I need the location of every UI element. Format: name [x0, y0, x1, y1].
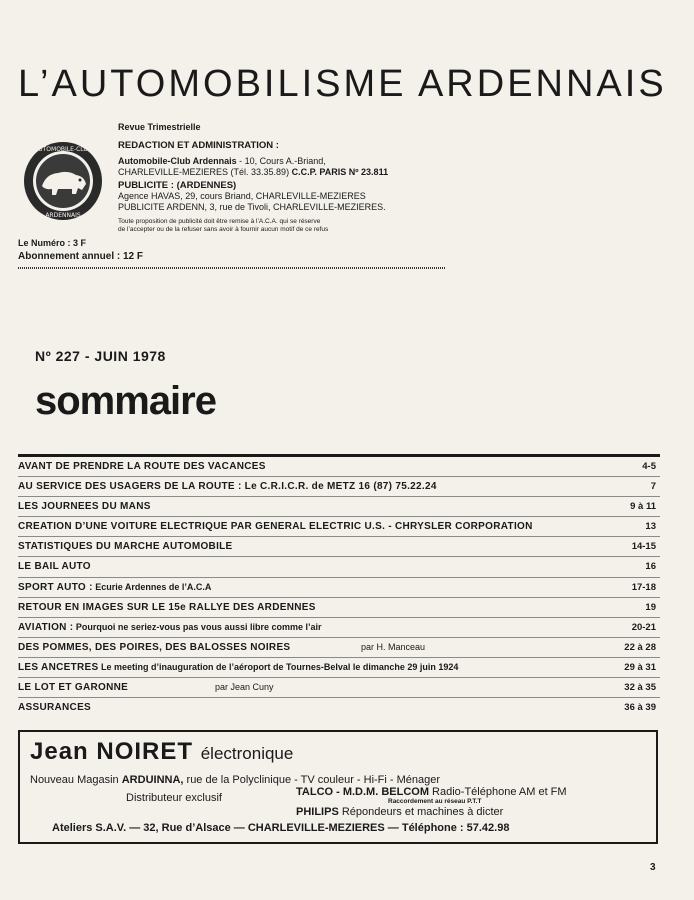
sommaire-title: sommaire — [35, 379, 216, 423]
ad-talco-rest: Radio-Téléphone AM et FM — [429, 786, 567, 798]
toc-row — [18, 557, 660, 577]
ccp: C.C.P. PARIS Nº 23.811 — [291, 167, 389, 177]
toc-row — [18, 477, 660, 497]
toc-title: RETOUR EN IMAGES SUR LE 15e RALLYE DES ARDENNES — [18, 601, 316, 613]
toc-row — [18, 537, 660, 557]
ad-talco — [296, 786, 567, 798]
publication-info — [118, 122, 448, 234]
toc-author: par Jean Cuny — [215, 682, 274, 693]
toc-title: AVIATION : — [18, 621, 74, 633]
seal-bottom-text: ARDENNAIS — [45, 212, 81, 219]
toc-row — [18, 658, 660, 678]
toc-row — [18, 638, 660, 658]
toc-title: CREATION D’UNE VOITURE ELECTRIQUE PAR GENERAL ELECTRIC U.S. - CHRYSLER CORPORATION — [18, 521, 533, 533]
ad-philips-bold: PHILIPS — [296, 806, 339, 818]
club-seal-icon — [22, 140, 104, 222]
toc-row — [18, 698, 660, 717]
toc-subtitle: Ecurie Ardennes de l’A.C.A — [92, 581, 212, 592]
ad-distributeur: Distributeur exclusif — [126, 792, 222, 804]
toc-row — [18, 497, 660, 517]
redaction-label: REDACTION ET ADMINISTRATION : — [118, 140, 279, 151]
issue-number: Nº 227 - JUIN 1978 — [35, 348, 166, 364]
toc-title: LE LOT ET GARONNE — [18, 682, 129, 694]
toc-pages: 17-18 — [631, 581, 656, 593]
ad-line-1-start: Nouveau Magasin — [30, 774, 122, 786]
ad-raccordement: Raccordement au réseau P.T.T — [388, 798, 482, 805]
club-city-line — [118, 167, 448, 178]
dotted-divider — [18, 267, 446, 269]
toc-pages: 32 à 35 — [624, 682, 656, 694]
toc-title: LES ANCETRES — [18, 661, 99, 673]
toc-pages: 20-21 — [631, 621, 656, 633]
toc-row — [18, 578, 660, 598]
ad-philips-rest: Répondeurs et machines à dicter — [338, 806, 504, 818]
notice-line-2: de l’accepter ou de la refuser sans avoir à fournir aucun motif de ce refus — [118, 226, 329, 233]
ad-line-1 — [30, 774, 440, 786]
ad-name-main: Jean NOIRET — [30, 738, 194, 765]
toc-row — [18, 678, 660, 698]
toc-pages: 9 à 11 — [630, 501, 656, 513]
ad-philips — [296, 806, 503, 818]
ad-name — [30, 738, 293, 766]
toc-row — [18, 598, 660, 618]
seal-top-text: AUTOMOBILE-CLUB — [34, 146, 92, 153]
toc-pages: 4-5 — [642, 461, 656, 472]
table-of-contents — [18, 457, 660, 717]
ad-line-1-bold: ARDUINNA, — [121, 774, 184, 786]
toc-pages: 22 à 28 — [624, 641, 656, 653]
club-address: - 10, Cours A.-Briand, — [236, 156, 326, 166]
toc-title: SPORT AUTO : — [18, 581, 93, 593]
toc-row — [18, 457, 660, 477]
club-city: CHARLEVILLE-MEZIERES (Tél. 33.35.89) — [118, 167, 290, 177]
toc-title: ASSURANCES — [18, 702, 92, 714]
ad-ateliers: Ateliers S.A.V. — 32, Rue d’Alsace — CHARLEVILLE-MEZIERES — Téléphone : 57.42.98 — [52, 822, 510, 834]
pub-line-1: Agence HAVAS, 29, cours Briand, CHARLEVILLE-MEZIERES — [118, 191, 366, 201]
toc-subtitle: Pourquoi ne seriez-vous pas vous aussi libre comme l’air — [73, 621, 322, 632]
toc-pages: 13 — [645, 521, 656, 533]
toc-pages: 7 — [650, 481, 656, 493]
toc-row — [18, 618, 660, 638]
ad-name-suffix: électronique — [200, 744, 294, 763]
club-line — [118, 156, 448, 167]
numero-price: Le Numéro : 3 F — [18, 238, 87, 248]
toc-title: AU SERVICE DES USAGERS DE LA ROUTE : Le C.R.I.C.R. de METZ 16 (87) 75.22.24 — [18, 481, 437, 493]
toc-subtitle: Le meeting d’inauguration de l’aéroport de Tournes-Belval le dimanche 29 juin 1924 — [98, 661, 459, 672]
toc-pages: 19 — [645, 601, 656, 613]
club-name: Automobile-Club Ardennais — [118, 156, 237, 166]
ad-talco-bold: TALCO - M.D.M. BELCOM — [296, 786, 429, 798]
toc-title: LE BAIL AUTO — [18, 561, 91, 573]
pub-line-2: PUBLICITE ARDENN, 3, rue de Tivoli, CHARLEVILLE-MEZIERES. — [118, 202, 386, 212]
toc-row — [18, 517, 660, 537]
ad-line-1-rest: rue de la Polyclinique - TV couleur - Hi-Fi - Ménager — [183, 774, 441, 786]
toc-pages: 29 à 31 — [624, 661, 656, 673]
page-number: 3 — [650, 862, 656, 873]
toc-title: LES JOURNEES DU MANS — [18, 501, 151, 513]
toc-pages: 36 à 39 — [624, 702, 656, 714]
toc-title: STATISTIQUES DU MARCHE AUTOMOBILE — [18, 541, 233, 553]
toc-pages: 16 — [645, 561, 656, 573]
toc-pages: 14-15 — [631, 541, 656, 553]
toc-title: AVANT DE PRENDRE LA ROUTE DES VACANCES — [18, 461, 266, 472]
revue-label: Revue Trimestrielle — [118, 122, 201, 132]
advertisement — [18, 730, 658, 844]
pub-label: PUBLICITE : (ARDENNES) — [118, 180, 237, 191]
notice-line-1: Toute proposition de publicité doit être remise à l’A.C.A. qui se réserve — [118, 218, 321, 225]
masthead-title: L’AUTOMOBILISME ARDENNAIS — [18, 63, 667, 105]
toc-author: par H. Manceau — [361, 641, 426, 652]
toc-title: DES POMMES, DES POIRES, DES BALOSSES NOIRES — [18, 641, 291, 653]
abonnement-price: Abonnement annuel : 12 F — [18, 251, 144, 262]
